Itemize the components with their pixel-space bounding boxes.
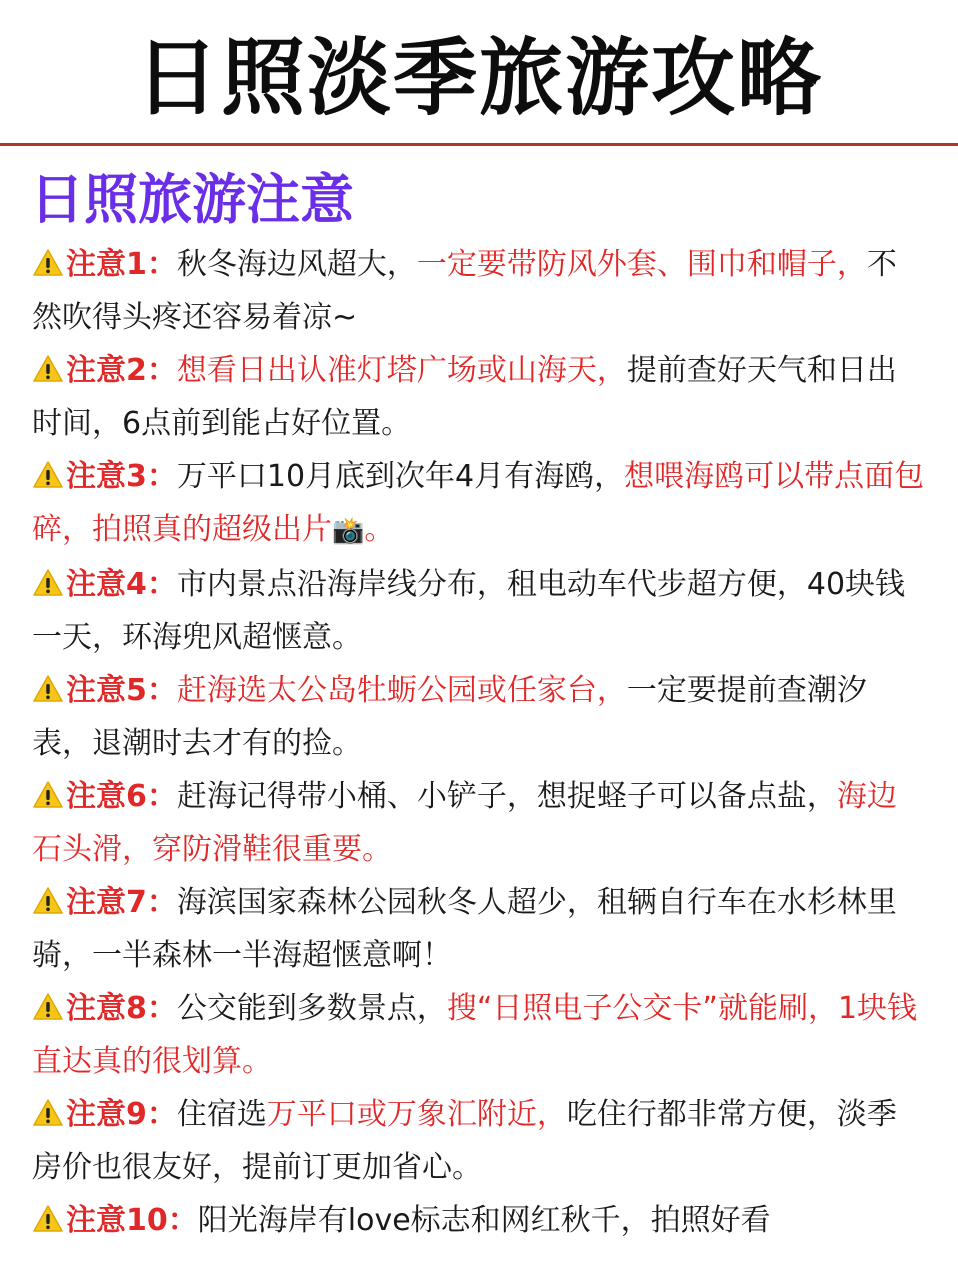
warning-icon bbox=[32, 774, 64, 804]
warning-icon bbox=[32, 348, 64, 378]
note-item bbox=[32, 558, 926, 664]
note-label: 注意2： bbox=[66, 353, 177, 388]
note-text: 万平口10月底到次年4月有海鸥， bbox=[176, 459, 625, 494]
note-item bbox=[32, 344, 926, 450]
note-highlight-text: 万平口或万象汇附近， bbox=[266, 1097, 567, 1132]
section-title: 日照旅游注意 bbox=[30, 167, 354, 231]
note-text: 赶海记得带小桶、小铲子，想捉蛏子可以备点盐， bbox=[176, 779, 837, 814]
note-text: 阳光海岸有love标志和网红秋千，拍照好看 bbox=[197, 1203, 771, 1238]
note-label: 注意7： bbox=[66, 885, 177, 920]
note-text: 提前查好天气和日出时间，6点前到能占好位置。 bbox=[32, 353, 897, 441]
note-highlight-text: 。 bbox=[364, 512, 395, 547]
note-item bbox=[32, 664, 926, 770]
warning-icon bbox=[32, 242, 64, 272]
note-highlight-text: 海边石头滑，穿防滑鞋很重要。 bbox=[32, 779, 897, 867]
note-item bbox=[32, 982, 926, 1088]
note-label: 注意1： bbox=[66, 247, 177, 282]
note-label: 注意9： bbox=[66, 1097, 177, 1132]
note-text: 不然吹得头疼还容易着凉~ bbox=[32, 247, 897, 335]
note-highlight-text: 一定要带防风外套、围巾和帽子， bbox=[416, 247, 867, 282]
note-label: 注意5： bbox=[66, 673, 177, 708]
note-label: 注意10： bbox=[66, 1203, 198, 1238]
note-item bbox=[32, 876, 926, 982]
note-highlight-text: 赶海选太公岛牡蛎公园或任家台， bbox=[176, 673, 627, 708]
warning-icon bbox=[32, 986, 64, 1016]
camera-icon: 📸 bbox=[332, 516, 365, 546]
warning-icon bbox=[32, 1092, 64, 1122]
note-label: 注意3： bbox=[66, 459, 177, 494]
note-label: 注意6： bbox=[66, 779, 177, 814]
notes-list bbox=[0, 238, 958, 1247]
note-item bbox=[32, 238, 926, 344]
note-highlight-text: 想喂海鸥可以带点面包碎，拍照真的超级出片 bbox=[32, 459, 925, 547]
note-label: 注意8： bbox=[66, 991, 177, 1026]
warning-icon bbox=[32, 454, 64, 484]
note-item bbox=[32, 770, 926, 876]
warning-icon bbox=[32, 880, 64, 910]
note-label: 注意4： bbox=[66, 567, 177, 602]
note-item bbox=[32, 1088, 926, 1194]
note-text: 秋冬海边风超大， bbox=[176, 247, 417, 282]
warning-icon bbox=[32, 562, 64, 592]
note-text: 吃住行都非常方便，淡季房价也很友好，提前订更加省心。 bbox=[32, 1097, 897, 1185]
note-highlight-text: 想看日出认准灯塔广场或山海天， bbox=[176, 353, 627, 388]
warning-icon bbox=[32, 668, 64, 698]
note-text: 海滨国家森林公园秋冬人超少，租辆自行车在水杉林里骑，一半森林一半海超惬意啊！ bbox=[32, 885, 897, 973]
note-item bbox=[32, 450, 926, 558]
note-highlight-text: 搜“日照电子公交卡”就能刷，1块钱直达真的很划算。 bbox=[32, 991, 918, 1079]
note-text: 市内景点沿海岸线分布，租电动车代步超方便，40块钱一天，环海兜风超惬意。 bbox=[32, 567, 906, 655]
note-text: 公交能到多数景点， bbox=[176, 991, 447, 1026]
page-title: 日照淡季旅游攻略 bbox=[0, 0, 958, 146]
note-item bbox=[32, 1194, 926, 1247]
note-text: 一定要提前查潮汐表，退潮时去才有的捡。 bbox=[32, 673, 867, 761]
warning-icon bbox=[32, 1198, 64, 1228]
note-text: 住宿选 bbox=[176, 1097, 267, 1132]
